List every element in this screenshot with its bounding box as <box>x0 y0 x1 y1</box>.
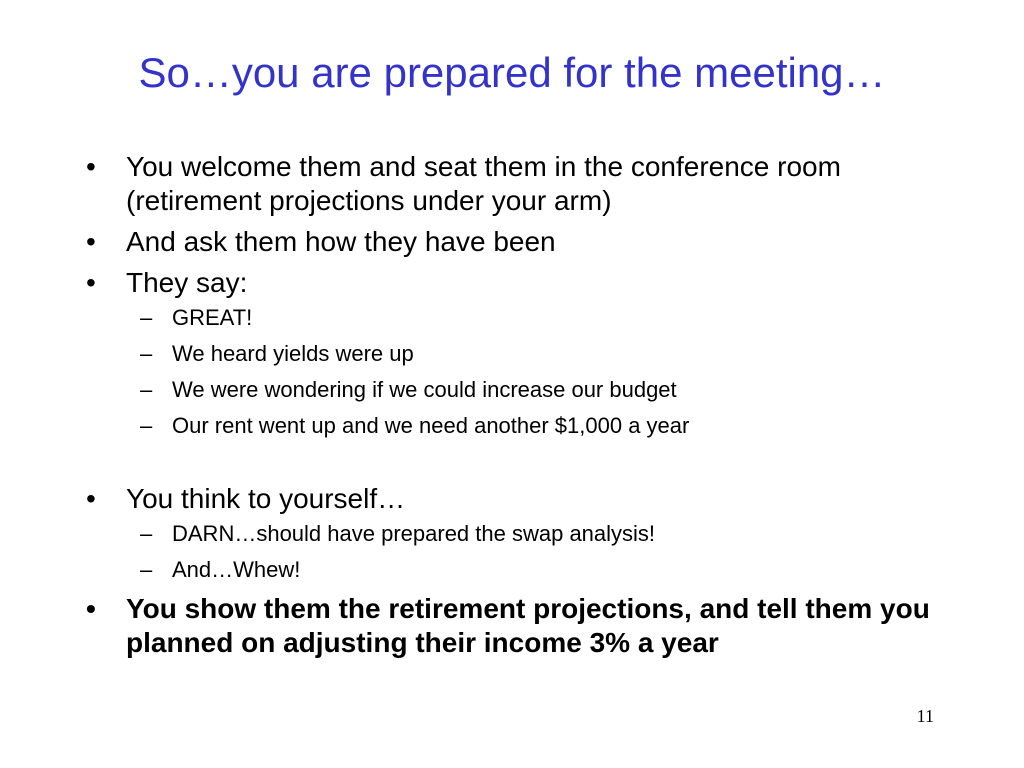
dash-icon: – <box>140 413 153 438</box>
bullet-icon: • <box>86 593 96 624</box>
slide-title: So…you are prepared for the meeting… <box>138 49 886 96</box>
dash-icon: – <box>140 377 153 402</box>
bullet-item <box>86 150 966 218</box>
bullet-icon: • <box>86 483 96 514</box>
dash-icon: – <box>140 341 153 366</box>
sub-bullet-text: We heard yields were up <box>172 341 414 366</box>
spacer <box>86 448 966 482</box>
bullet-list <box>86 150 966 660</box>
dash-icon: – <box>140 305 153 330</box>
sub-bullet-item <box>126 520 966 548</box>
bullet-item <box>86 482 966 584</box>
bullet-icon: • <box>86 151 96 182</box>
bullet-item <box>86 225 966 259</box>
sub-bullet-text: We were wondering if we could increase our budget <box>172 377 677 402</box>
sub-bullet-text: DARN…should have prepared the swap analysis! <box>172 521 656 546</box>
sub-bullet-list <box>126 304 966 440</box>
bullet-text: And ask them how they have been <box>126 226 556 257</box>
sub-bullet-item <box>126 412 966 440</box>
sub-bullet-item <box>126 556 966 584</box>
slide-body <box>86 150 966 667</box>
bullet-item <box>86 592 966 660</box>
sub-bullet-item <box>126 376 966 404</box>
bullet-text: You show them the retirement projections, and tell them you planned on adjusting their income 3% a year <box>126 593 930 658</box>
sub-bullet-list <box>126 520 966 584</box>
sub-bullet-item <box>126 304 966 332</box>
sub-bullet-text: Our rent went up and we need another $1,000 a year <box>172 413 690 438</box>
page-number: 11 <box>916 706 934 726</box>
sub-bullet-item <box>126 340 966 368</box>
bullet-item <box>86 266 966 440</box>
bullet-icon: • <box>86 267 96 298</box>
bullet-text: You welcome them and seat them in the conference room (retirement projections under your arm) <box>126 151 841 216</box>
bullet-icon: • <box>86 226 96 257</box>
dash-icon: – <box>140 557 153 582</box>
sub-bullet-text: GREAT! <box>172 305 253 330</box>
sub-bullet-text: And…Whew! <box>172 557 301 582</box>
dash-icon: – <box>140 521 153 546</box>
bullet-text: They say: <box>126 267 248 298</box>
bullet-text: You think to yourself… <box>126 483 406 514</box>
